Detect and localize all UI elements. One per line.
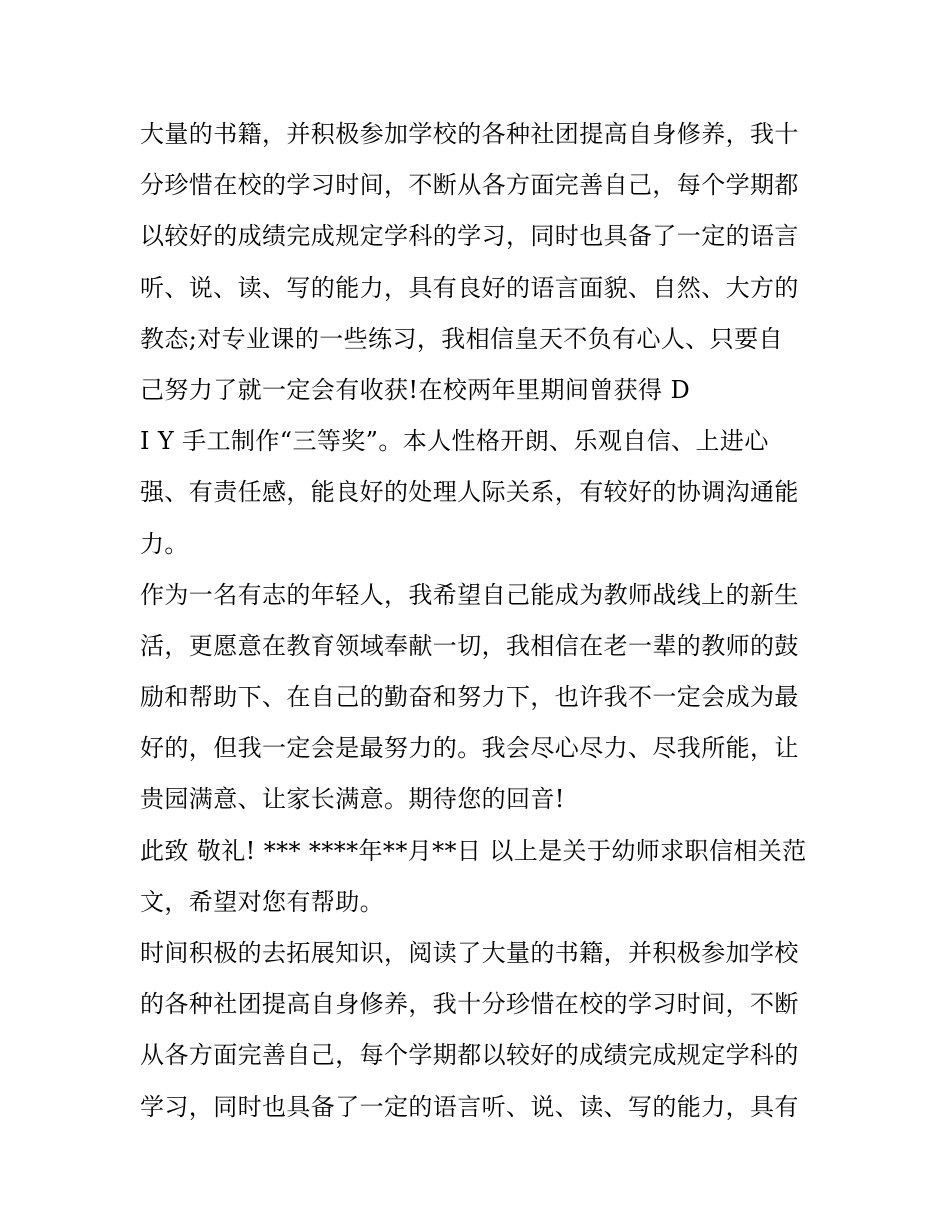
text-line: 好的，但我一定会是最努力的。我会尽心尽力、尽我所能，让: [140, 734, 799, 763]
text-line: 活，更愿意在教育领域奉献一切，我相信在老一辈的教师的鼓: [140, 631, 799, 660]
text-line: 励和帮助下、在自己的勤奋和努力下，也许我不一定会成为最: [140, 683, 799, 712]
text-line: 学习，同时也具备了一定的语言听、说、读、写的能力，具有: [140, 1092, 799, 1121]
text-line: 听、说、读、写的能力，具有良好的语言面貌、自然、大方的: [140, 273, 799, 302]
text-line: 教态;对专业课的一些练习，我相信皇天不负有心人、只要自: [140, 324, 783, 353]
text-line: 力。: [140, 529, 189, 558]
text-line: 此致 敬礼! *** ****年**月**日 以上是关于幼师求职信相关范: [140, 836, 807, 865]
text-line: 的各种社团提高自身修养，我十分珍惜在校的学习时间，不断: [140, 990, 799, 1019]
text-line: 作为一名有志的年轻人，我希望自己能成为教师战线上的新生: [140, 580, 799, 609]
text-line: 贵园满意、让家长满意。期待您的回音!: [140, 785, 565, 814]
text-line: 以较好的成绩完成规定学科的学习，同时也具备了一定的语言: [140, 222, 799, 251]
text-line: 强、有责任感，能良好的处理人际关系，有较好的协调沟通能: [140, 478, 799, 507]
text-line: 文，希望对您有帮助。: [140, 887, 384, 916]
text-line: I Y 手工制作“三等奖”。本人性格开朗、乐观自信、上进心: [140, 427, 769, 456]
text-line: 从各方面完善自己，每个学期都以较好的成绩完成规定学科的: [140, 1041, 799, 1070]
text-line: 时间积极的去拓展知识，阅读了大量的书籍，并积极参加学校: [140, 939, 799, 967]
text-line: 大量的书籍，并积极参加学校的各种社团提高自身修养，我十: [140, 120, 799, 148]
text-line: 己努力了就一定会有收获!在校两年里期间曾获得 D: [140, 375, 691, 404]
text-line: 分珍惜在校的学习时间，不断从各方面完善自己，每个学期都: [140, 171, 799, 200]
body-text: [140, 109, 830, 1133]
